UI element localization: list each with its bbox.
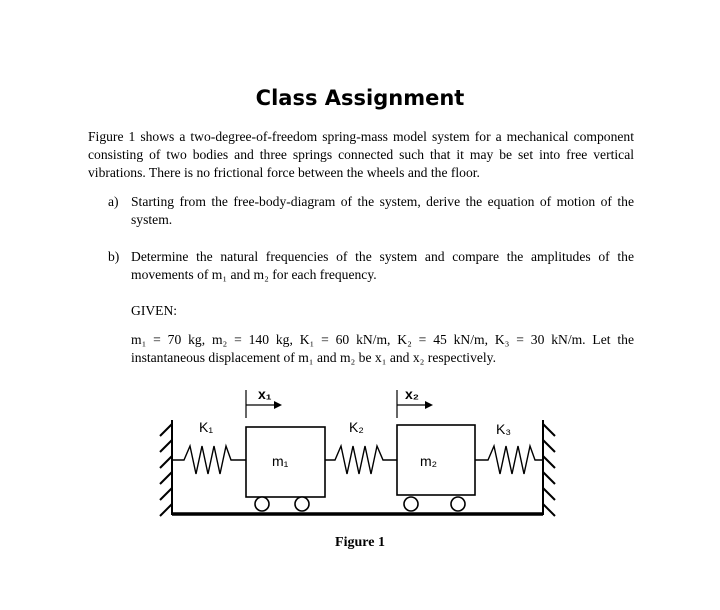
m2-label: m₂	[420, 453, 438, 469]
x1-label: x₁	[258, 386, 272, 402]
question-a-label: a)	[108, 194, 119, 209]
question-b-text: Determine the natural frequencies of the system and compare the amplitudes of the movements of m₁ and m₂ for each frequency.	[131, 249, 634, 282]
left-wall	[160, 420, 172, 516]
mass-m2-wheel-left	[404, 497, 418, 511]
mass-m2-wheel-right	[451, 497, 465, 511]
right-wall	[543, 420, 555, 516]
given-heading: GIVEN:	[131, 303, 178, 318]
given-text: m₁ = 70 kg, m₂ = 140 kg, K₁ = 60 kN/m, K₂ = 45 kN/m, K₃ = 30 kN/m. Let the instantaneous displacement of m₁ and m₂ be x₁ and x₂ respectively.	[131, 332, 634, 365]
x2-label: x₂	[405, 386, 420, 402]
k1-label: K₁	[199, 419, 214, 435]
figure-caption: Figure 1	[335, 535, 385, 550]
intro-paragraph: Figure 1 shows a two-degree-of-freedom spring-mass model system for a mechanical component consisting of two bodies and three springs connected such that it may be set into free vertical vibrations. There is no frictional force between the wheels and the floor.	[88, 129, 634, 180]
k3-label: K₃	[496, 421, 512, 437]
question-a-text: Starting from the free-body-diagram of the system, derive the equation of motion of the system.	[131, 194, 634, 227]
spring-k2	[325, 446, 397, 474]
spring-k1	[172, 446, 246, 474]
mass-m1-wheel-left	[255, 497, 269, 511]
question-b-label: b)	[108, 249, 120, 264]
mass-m1-wheel-right	[295, 497, 309, 511]
m1-label: m₁	[272, 453, 289, 469]
spring-k3	[475, 446, 543, 474]
page-title: Class Assignment	[255, 86, 465, 110]
k2-label: K₂	[349, 419, 364, 435]
